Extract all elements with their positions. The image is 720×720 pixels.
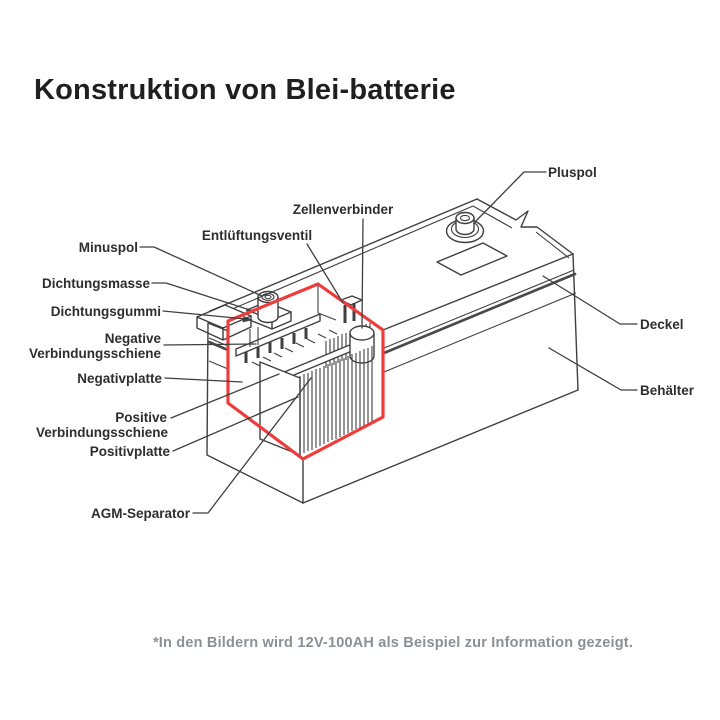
label-agm-separator: AGM-Separator	[90, 506, 190, 521]
label-negative-schiene-line2: Verbindungsschiene	[28, 346, 161, 361]
label-minuspol: Minuspol	[78, 240, 138, 255]
label-deckel: Deckel	[640, 317, 684, 332]
footnote: *In den Bildern wird 12V-100AH als Beispiel zur Information gezeigt.	[152, 635, 634, 651]
label-negative-schiene-line1: Negative	[104, 331, 161, 346]
label-positive-schiene-line2: Verbindungsschiene	[35, 425, 168, 440]
leader-negative-schiene	[164, 344, 256, 345]
label-entlueftungsventil: Entlüftungsventil	[201, 228, 313, 243]
label-zellenverbinder: Zellenverbinder	[292, 202, 394, 217]
label-pluspol: Pluspol	[548, 165, 597, 180]
label-dichtungsmasse: Dichtungsmasse	[41, 276, 150, 291]
label-dichtungsgummi: Dichtungsgummi	[50, 304, 161, 319]
leader-minuspol	[140, 247, 262, 296]
leader-dichtungsmasse	[152, 283, 250, 310]
label-behaelter: Behälter	[640, 383, 695, 398]
battery-body	[207, 199, 578, 503]
label-positive-schiene-line1: Positive	[115, 410, 167, 425]
label-positivplatte: Positivplatte	[89, 444, 170, 459]
plus-terminal-top	[456, 213, 474, 224]
page-title: Konstruktion von Blei-batterie	[34, 74, 456, 106]
leader-negativplatte	[165, 378, 242, 382]
label-negativplatte: Negativplatte	[77, 371, 162, 386]
